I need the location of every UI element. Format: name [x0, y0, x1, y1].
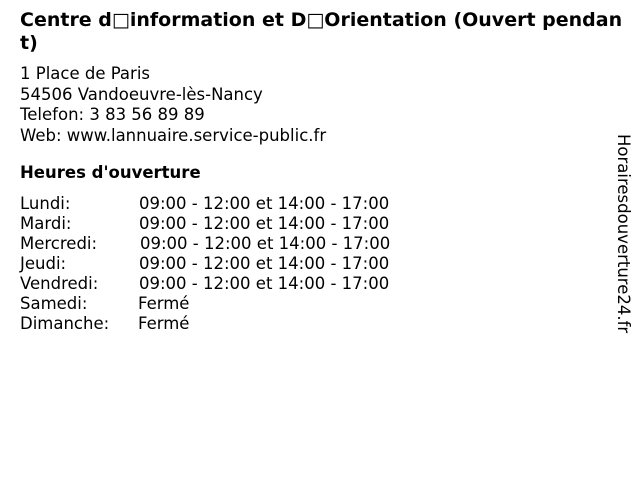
street-address: 1 Place de Paris [20, 64, 151, 83]
day-label: Jeudi: [20, 254, 67, 273]
time-value: 09:00 - 12:00 et 14:00 - 17:00 [139, 254, 390, 273]
day-label: Lundi: [20, 194, 71, 213]
time-value: 09:00 - 12:00 et 14:00 - 17:00 [139, 194, 390, 213]
time-value: Fermé [138, 314, 190, 333]
city-address: 54506 Vandoeuvre-lès-Nancy [20, 84, 263, 104]
phone-number: Telefon: 3 83 56 89 89 [20, 105, 205, 124]
opening-hours-heading: Heures d'ouverture [20, 163, 201, 182]
time-value: 09:00 - 12:00 et 14:00 - 17:00 [139, 214, 390, 233]
time-value: Fermé [138, 294, 190, 313]
day-label: Vendredi: [20, 274, 99, 293]
site-watermark: Horairesdouverture24.fr [614, 134, 633, 334]
day-label: Mercredi: [20, 234, 98, 253]
address-block [20, 64, 326, 146]
page-title: Centre d□information et D□Orientation (Ouvert pendant) [20, 9, 623, 54]
day-label: Mardi: [20, 214, 72, 233]
time-value: 09:00 - 12:00 et 14:00 - 17:00 [140, 234, 391, 253]
day-label: Samedi: [20, 294, 88, 313]
website-link[interactable]: Web: www.lannuaire.service-public.fr [20, 125, 327, 145]
day-label: Dimanche: [20, 314, 110, 333]
time-value: 09:00 - 12:00 et 14:00 - 17:00 [139, 274, 390, 293]
